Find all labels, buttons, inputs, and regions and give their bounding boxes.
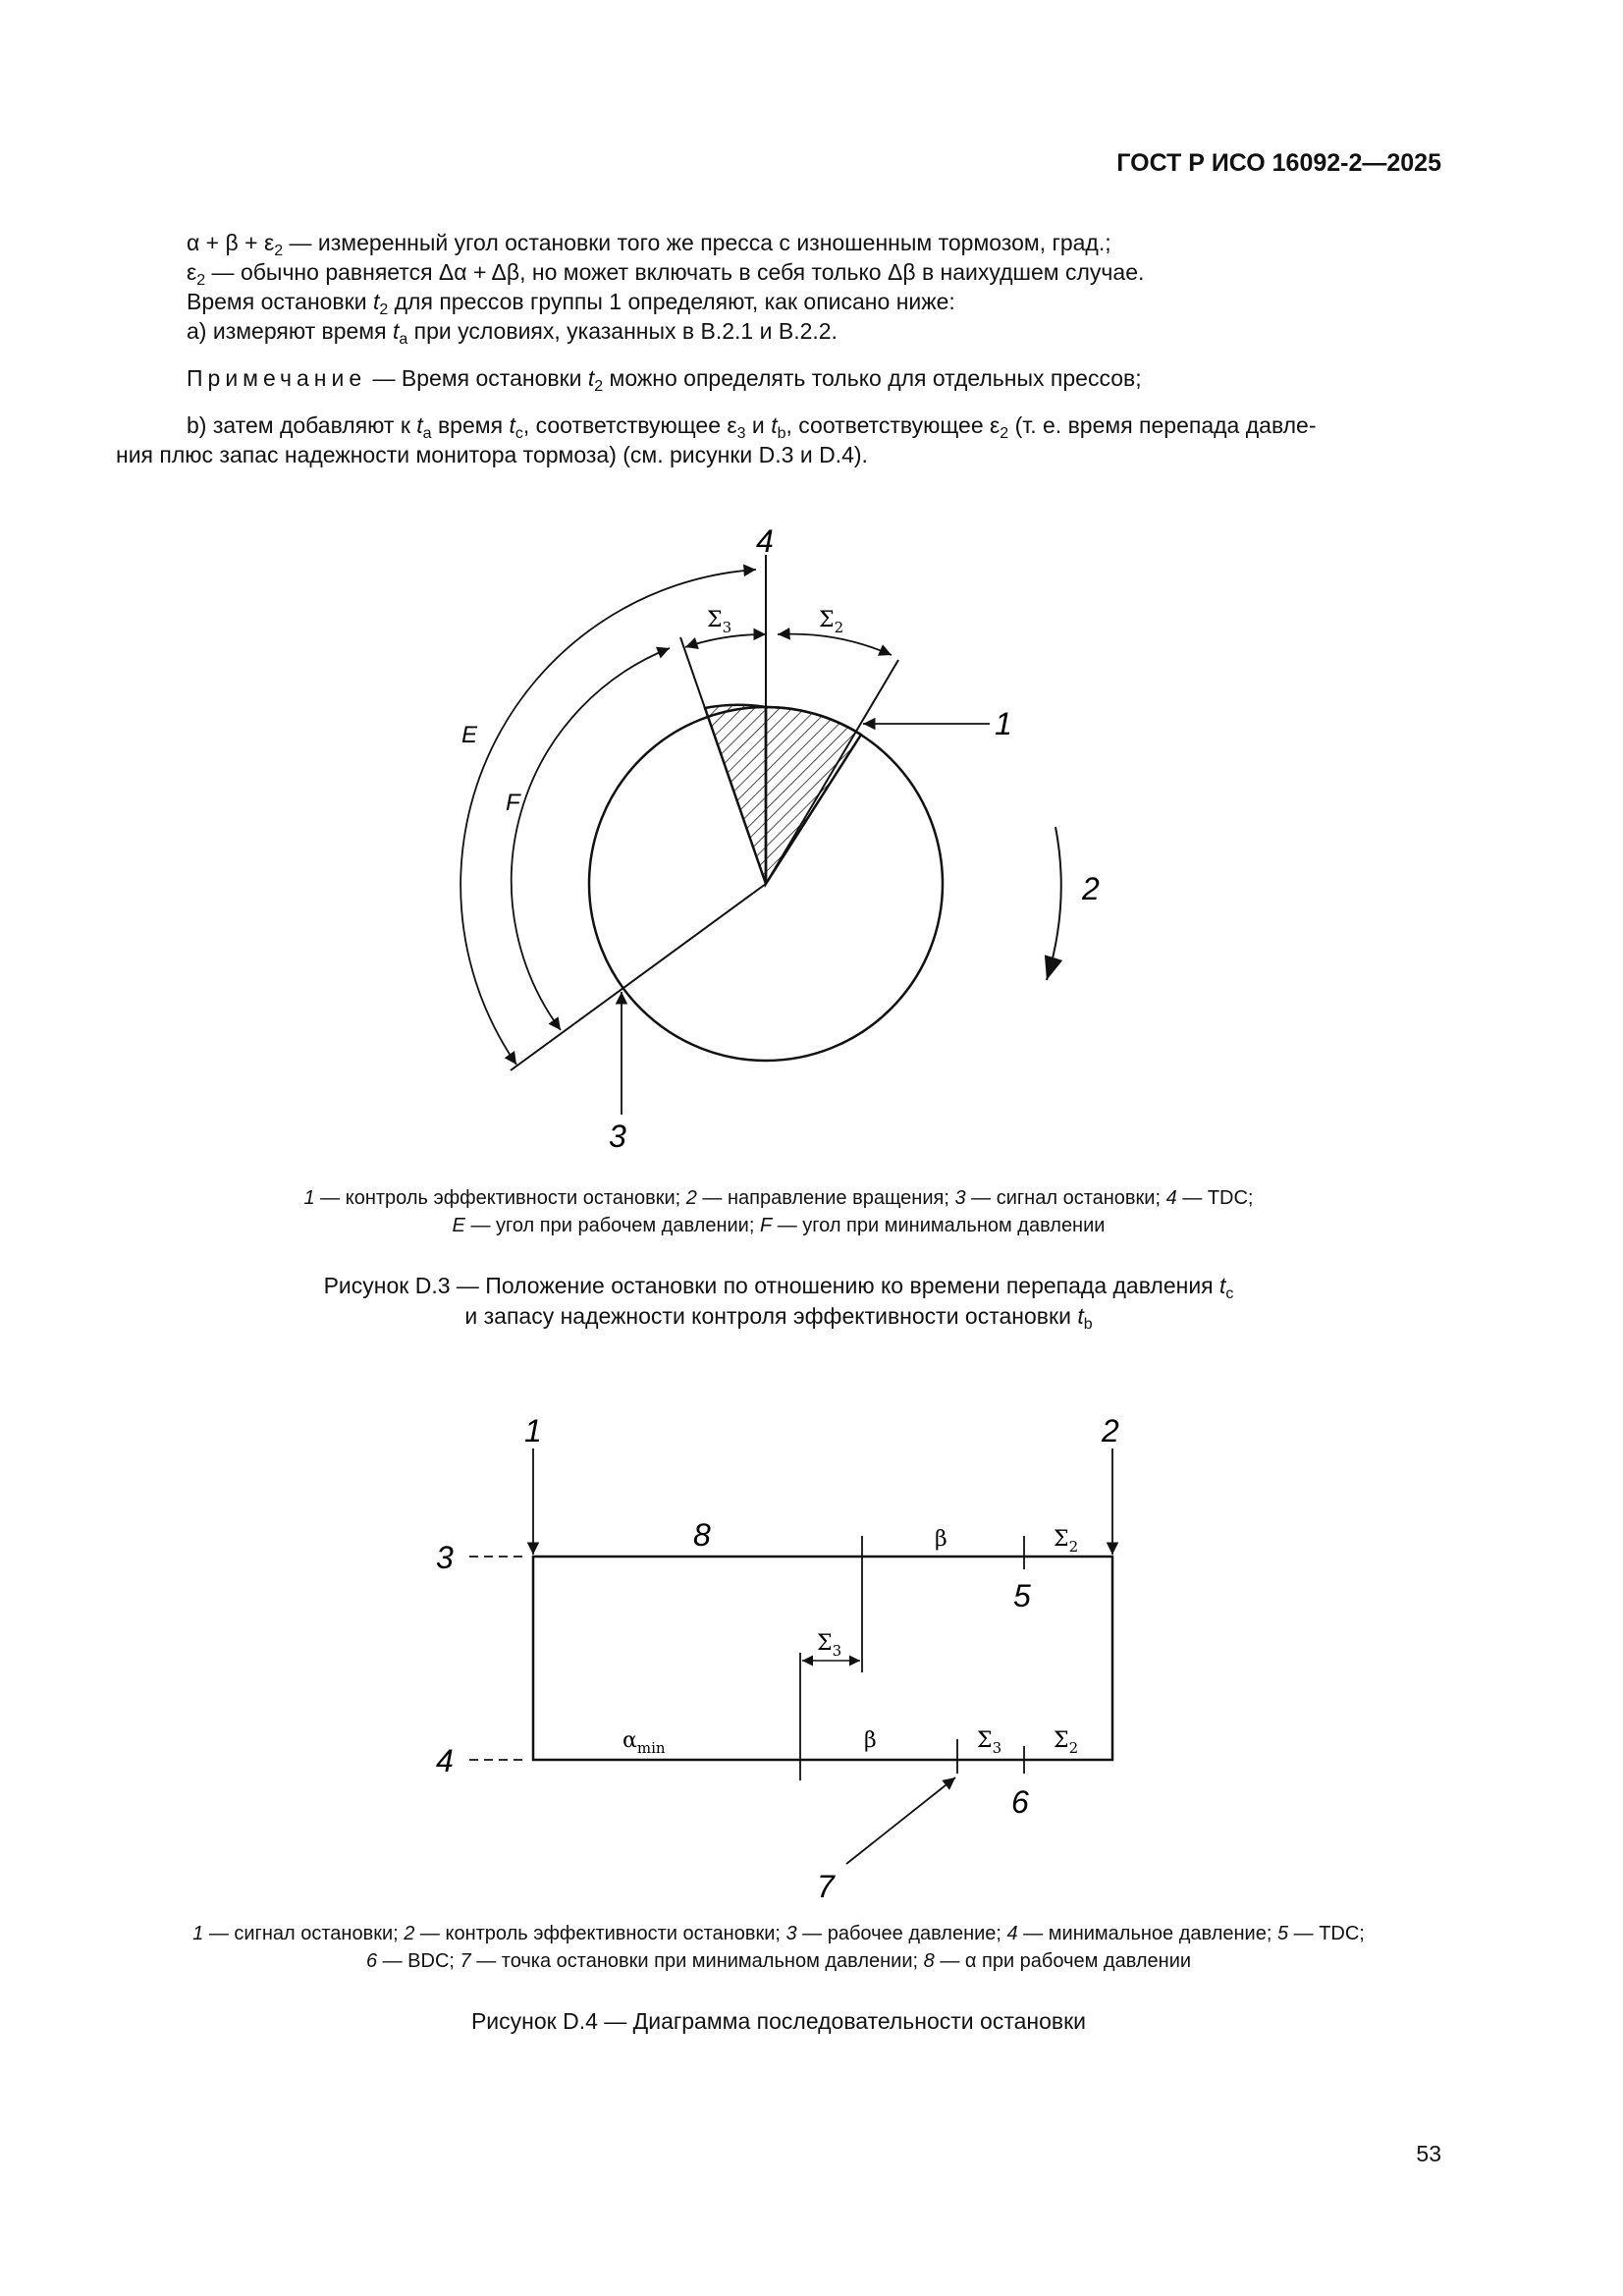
page-number: 53: [1416, 2141, 1441, 2166]
figure-d4-legend-line-1: 1 — сигнал остановки; 2 — контроль эффективности остановки; 3 — рабочее давление; 4 — минимальное давление; 5 — TDC;: [192, 1923, 1365, 1944]
figure-d3-legend-line-2: E — угол при рабочем давлении; F — угол при минимальном давлении: [452, 1215, 1106, 1236]
label-beta-bottom: β: [864, 1728, 877, 1753]
figure-d4-diagram: [0, 1375, 1623, 1925]
figure-d3-caption-line-1: Рисунок D.3 — Положение остановки по отношению ко времени перепада давления $t_c$: [323, 1273, 1234, 1302]
angle-e-arc: [460, 570, 756, 1065]
label-8: 8: [693, 1517, 711, 1553]
figure-d4-legend-line-2: 6 — BDC; 7 — точка остановки при минимальном давлении; 8 — α при рабочем давлении: [365, 1950, 1192, 1972]
label-sigma2: $\Sigma_2$: [819, 608, 844, 636]
label-1: 1: [524, 1413, 542, 1449]
label-sigma3-mid: $\Sigma_3$: [817, 1631, 842, 1660]
text-line-3: Время остановки $t_2$ для прессов группы 1 определяют, как описано ниже:: [187, 289, 955, 318]
label-4: 4: [756, 523, 774, 559]
label-1: 1: [995, 706, 1012, 741]
note-line: Примечание — Время остановки $t_2$ можно определять только для отдельных прессов;: [187, 365, 1142, 395]
label-4: 4: [436, 1743, 454, 1778]
item-b-line-2: ния плюс запас надежности монитора тормоза) (см. рисунки D.3 и D.4).: [116, 442, 868, 467]
label-2: 2: [1102, 1413, 1119, 1449]
label-sigma3: $\Sigma_3$: [707, 608, 732, 636]
label-3: 3: [436, 1540, 454, 1575]
label-beta-top: β: [935, 1527, 947, 1552]
document-header: ГОСТ Р ИСО 16092-2—2025: [1116, 149, 1441, 177]
label-sigma3-bottom: $\Sigma_3$: [977, 1728, 1002, 1757]
leader-7: [846, 1777, 955, 1864]
figure-d4-caption: Рисунок D.4 — Диаграмма последовательности остановки: [470, 2008, 1087, 2034]
stop-signal-line: [511, 884, 766, 1070]
label-sigma2-top: $\Sigma_2$: [1054, 1527, 1079, 1556]
rotation-direction-arrow: [1047, 827, 1061, 980]
label-5: 5: [1013, 1578, 1031, 1613]
label-e: E: [461, 722, 478, 748]
sigma2-dimension-arc: [778, 634, 892, 655]
item-b-line-1: b) затем добавляют к $t_a$ время $t_c$, соответствующее $\varepsilon_3$ и $t_b$, соответствующее $\varepsilon_2$ (т. е. время перепада давле-: [187, 412, 1317, 442]
angle-f-arc: [512, 648, 670, 1030]
hatched-sector-sigma2: [766, 707, 861, 884]
label-f: F: [506, 790, 520, 816]
text-line-2: $\varepsilon_2$ — обычно равняется Δα + Δβ, но может включать в себя только Δβ в наихудшем случае.: [187, 259, 1145, 289]
text-line-1: $\alpha + \beta + \varepsilon_2$ — измеренный угол остановки того же пресса с изношенным тормозом, град.;: [187, 230, 1111, 259]
label-2: 2: [1082, 871, 1100, 906]
label-6: 6: [1011, 1784, 1029, 1820]
label-3: 3: [609, 1119, 626, 1154]
label-alpha-min: $\alpha_{min}$: [622, 1728, 666, 1757]
figure-d3-caption-line-2: и запасу надежности контроля эффективности остановки $t_b$: [464, 1303, 1093, 1333]
figure-d3-legend-line-1: 1 — контроль эффективности остановки; 2 — направление вращения; 3 — сигнал остановки; 4 — TDC;: [303, 1187, 1254, 1209]
label-sigma2-bottom: $\Sigma_2$: [1054, 1728, 1079, 1757]
text-line-4: а) измеряют время $t_a$ при условиях, указанных в B.2.1 и B.2.2.: [187, 318, 838, 348]
label-7: 7: [817, 1869, 835, 1904]
